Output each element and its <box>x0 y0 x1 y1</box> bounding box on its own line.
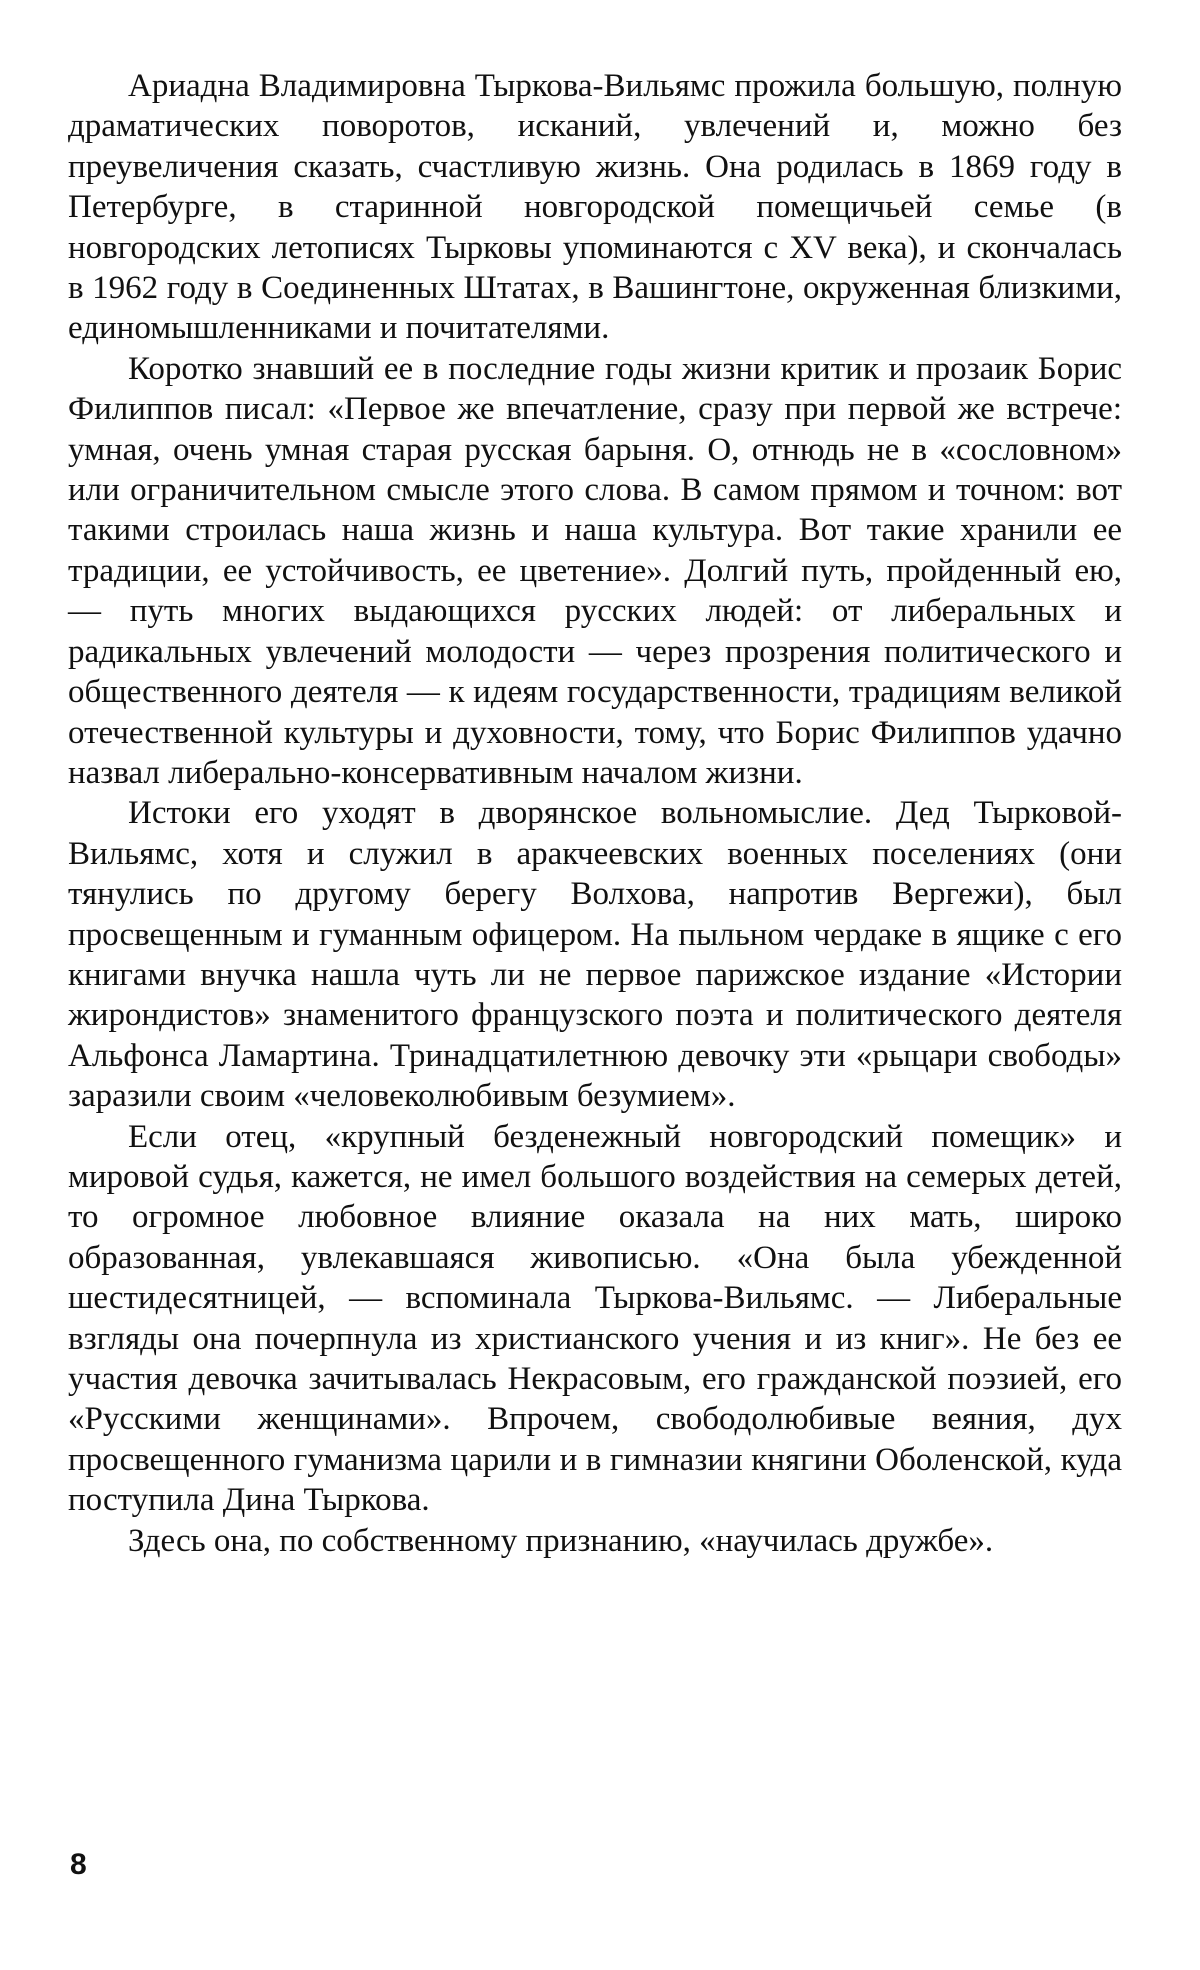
paragraph-2: Коротко знавший ее в последние годы жизни критик и прозаик Борис Филиппов писал: «Первое же впечатление, сразу при первой же встрече: умная, очень умная старая русская барыня. О, отнюдь не в «сословном» или ограничительном смысле этого слова. В самом прямом и точном: вот такими строилась наша жизнь и наша культура. Вот такие хранили ее традиции, ее устойчивость, ее цветение». Долгий путь, пройденный ею, — путь многих выдающихся русских людей: от либеральных и радикальных увлечений молодости — через прозрения политического и общественного деятеля — к идеям государственности, традициям великой отечественной культуры и духовности, тому, что Борис Филиппов удачно назвал либерально-консервативным началом жизни. <box>68 350 1122 791</box>
paragraph-1: Ариадна Владимировна Тыркова-Вильямс прожила большую, полную драматических поворотов, исканий, увлечений и, можно без преувеличения сказать, счастливую жизнь. Она родилась в 1869 году в Петербурге, в старинной новгородской помещичьей семье (в новгородских летописях Тырковы упоминаются с XV века), и скончалась в 1962 году в Соединенных Штатах, в Вашингтоне, окруженная близкими, единомышленниками и почитателями. <box>68 68 1122 347</box>
page-number: 8 <box>70 1848 87 1881</box>
body-text <box>68 66 1122 1561</box>
paragraph-5: Здесь она, по собственному признанию, «научилась дружбе». <box>128 1522 994 1559</box>
paragraph-4: Если отец, «крупный безденежный новгородский помещик» и мировой судья, кажется, не имел большого воздействия на семерых детей, то огромное любовное влияние оказала на них мать, широко образованная, увлекавшаяся живописью. «Она была убежденной шестидесятницей, — вспоминала Тыркова-Вильямс. — Либеральные взгляды она почерпнула из христианского учения и из книг». Не без ее участия девочка зачитывалась Некрасовым, его гражданской поэзией, его «Русскими женщинами». Впрочем, свободолюбивые веяния, дух просвещенного гуманизма царили и в гимназии княгини Оболенской, куда поступила Дина Тыркова. <box>68 1118 1122 1519</box>
paragraph-3: Истоки его уходят в дворянское вольномыслие. Дед Тырковой-Вильямс, хотя и служил в аракчеевских военных поселениях (они тянулись по другому берегу Волхова, напротив Вергежи), был просвещенным и гуманным офицером. На пыльном чердаке в ящике с его книгами внучка нашла чуть ли не первое парижское издание «Истории жирондистов» знаменитого французского поэта и политического деятеля Альфонса Ламартина. Тринадцатилетнюю девочку эти «рыцари свободы» заразили своим «человеколюбивым безумием». <box>68 795 1122 1115</box>
